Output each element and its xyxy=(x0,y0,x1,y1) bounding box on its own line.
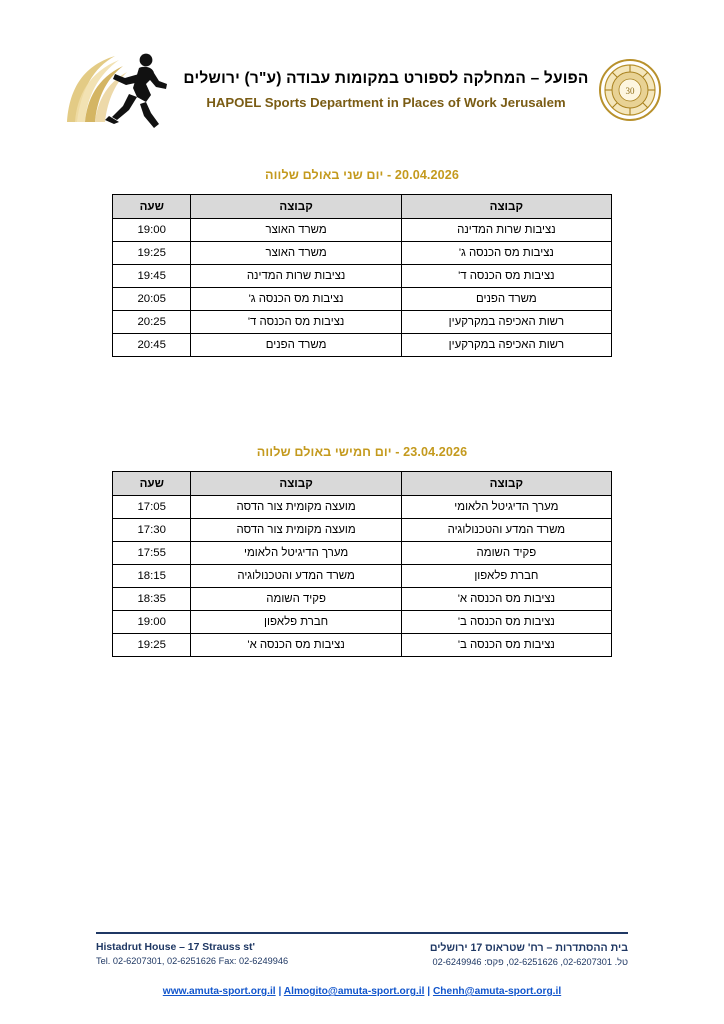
cell-team-b: מועצה מקומית צור הדסה xyxy=(191,519,401,542)
cell-team-b: משרד הפנים xyxy=(191,334,401,357)
table-row xyxy=(113,611,612,634)
cell-team-a: מערך הדיגיטל הלאומי xyxy=(401,496,611,519)
table-row xyxy=(113,634,612,657)
schedule-section-1 xyxy=(0,168,724,357)
cell-time: 19:00 xyxy=(113,611,191,634)
schedule-section-2 xyxy=(0,445,724,657)
email-link-1[interactable]: Almogito@amuta-sport.org.il xyxy=(283,986,425,997)
cell-team-a: נציבות מס הכנסה א' xyxy=(401,588,611,611)
cell-team-a: נציבות שרות המדינה xyxy=(401,219,611,242)
cell-team-b: משרד האוצר xyxy=(191,242,401,265)
footer-address-hebrew xyxy=(430,942,628,967)
gold-seal-icon xyxy=(599,59,661,121)
cell-team-a: חברת פלאפון xyxy=(401,565,611,588)
table-row xyxy=(113,288,612,311)
table-row xyxy=(113,519,612,542)
table-row xyxy=(113,588,612,611)
table-row xyxy=(113,265,612,288)
seal-graphic xyxy=(599,59,661,121)
cell-team-b: חברת פלאפון xyxy=(191,611,401,634)
cell-time: 19:00 xyxy=(113,219,191,242)
cell-team-a: נציבות מס הכנסה ב' xyxy=(401,611,611,634)
table-row xyxy=(113,565,612,588)
header-title-block xyxy=(179,67,592,113)
cell-time: 20:25 xyxy=(113,311,191,334)
footer-phone-line-he: טל. 02-6207301, 02-6251626, פקס: 02-6249946 xyxy=(432,957,628,967)
cell-team-b: נציבות מס הכנסה ד' xyxy=(191,311,401,334)
cell-team-b: פקיד השומה xyxy=(191,588,401,611)
cell-time: 20:45 xyxy=(113,334,191,357)
cell-team-a: משרד המדע והטכנולוגיה xyxy=(401,519,611,542)
cell-team-a: משרד הפנים xyxy=(401,288,611,311)
cell-team-b: משרד האוצר xyxy=(191,219,401,242)
cell-team-a: רשות האכיפה במקרקעין xyxy=(401,311,611,334)
table-row xyxy=(113,219,612,242)
column-header-team-b: קבוצה xyxy=(191,195,401,219)
column-header-team-a: קבוצה xyxy=(401,195,611,219)
schedule-table xyxy=(112,471,612,657)
column-header-time: שעה xyxy=(113,472,191,496)
cell-team-b: מערך הדיגיטל הלאומי xyxy=(191,542,401,565)
section-title: 23.04.2026 - יום חמישי באולם שלווה xyxy=(256,445,468,459)
runner-silhouette-icon xyxy=(99,50,173,130)
table-row xyxy=(113,542,612,565)
cell-time: 19:25 xyxy=(113,634,191,657)
cell-team-b: משרד המדע והטכנולוגיה xyxy=(191,565,401,588)
column-header-team-a: קבוצה xyxy=(401,472,611,496)
cell-time: 17:30 xyxy=(113,519,191,542)
document-footer xyxy=(0,932,724,1024)
cell-team-b: נציבות מס הכנסה א' xyxy=(191,634,401,657)
column-header-team-b: קבוצה xyxy=(191,472,401,496)
document-header xyxy=(0,44,724,136)
schedule-table xyxy=(112,194,612,357)
email-link-2[interactable]: Chenh@amuta-sport.org.il xyxy=(432,986,562,997)
cell-time: 18:35 xyxy=(113,588,191,611)
cell-team-a: נציבות מס הכנסה ד' xyxy=(401,265,611,288)
table-row xyxy=(113,242,612,265)
table-row xyxy=(113,334,612,357)
svg-text:30: 30 xyxy=(625,86,635,96)
cell-time: 17:05 xyxy=(113,496,191,519)
cell-team-b: נציבות מס הכנסה ג' xyxy=(191,288,401,311)
table-row xyxy=(113,496,612,519)
footer-address-line-en: Histadrut House – 17 Strauss st' xyxy=(96,942,255,953)
link-separator-1: | xyxy=(275,986,284,997)
table-header-row xyxy=(113,472,612,496)
website-link[interactable]: www.amuta-sport.org.il xyxy=(162,986,276,997)
cell-time: 18:15 xyxy=(113,565,191,588)
cell-team-a: נציבות מס הכנסה ב' xyxy=(401,634,611,657)
cell-team-a: פקיד השומה xyxy=(401,542,611,565)
footer-links xyxy=(0,986,724,997)
page-title-hebrew: הפועל – המחלקה לספורט במקומות עבודה (ע"ר) ירושלים xyxy=(183,70,589,88)
running-figure-icon xyxy=(63,46,173,134)
page-title-english: HAPOEL Sports Department in Places of Work Jerusalem xyxy=(206,95,566,111)
cell-team-a: נציבות מס הכנסה ג' xyxy=(401,242,611,265)
cell-time: 19:25 xyxy=(113,242,191,265)
cell-time: 19:45 xyxy=(113,265,191,288)
footer-address-line-he: בית ההסתדרות – רח' שטראוס 17 ירושלים xyxy=(429,942,628,954)
section-title: 20.04.2026 - יום שני באולם שלווה xyxy=(265,168,459,182)
cell-team-a: רשות האכיפה במקרקעין xyxy=(401,334,611,357)
cell-team-b: נציבות שרות המדינה xyxy=(191,265,401,288)
table-header-row xyxy=(113,195,612,219)
table-row xyxy=(113,311,612,334)
footer-divider xyxy=(96,932,628,934)
footer-phone-line-en: Tel. 02-6207301, 02-6251626 Fax: 02-6249946 xyxy=(96,956,289,966)
cell-time: 17:55 xyxy=(113,542,191,565)
cell-time: 20:05 xyxy=(113,288,191,311)
column-header-time: שעה xyxy=(113,195,191,219)
link-separator-2: | xyxy=(424,986,433,997)
cell-team-b: מועצה מקומית צור הדסה xyxy=(191,496,401,519)
footer-address-english xyxy=(96,942,288,966)
